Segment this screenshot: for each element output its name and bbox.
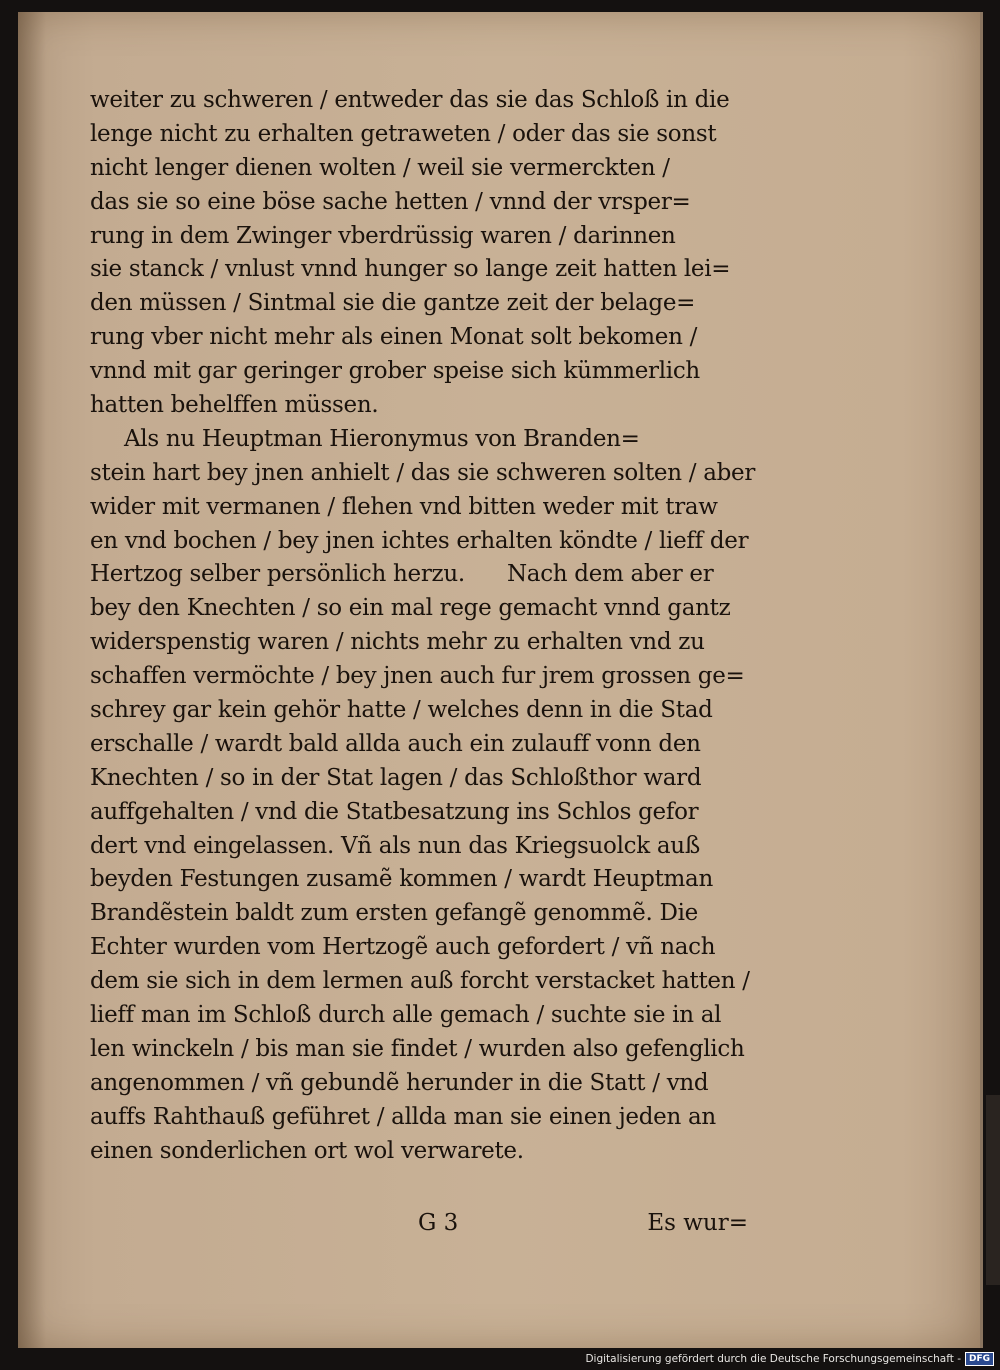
text-line: sie stanck / vnlust vnnd hunger so lange zeit hatten lei= bbox=[90, 256, 731, 283]
text-line: en vnd bochen / bey jnen ichtes erhalten köndte / lieff der bbox=[90, 527, 749, 554]
dfg-logo: DFG bbox=[965, 1352, 994, 1366]
text-line: dem sie sich in dem lermen auß forcht verstacket hatten / bbox=[90, 968, 750, 995]
text-line: rung in dem Zwinger vberdrüssig waren / darinnen bbox=[90, 222, 676, 249]
text-line: nicht lenger dienen wolten / weil sie vermerckten / bbox=[90, 154, 670, 181]
text-line: wider mit vermanen / flehen vnd bitten weder mit traw bbox=[90, 493, 718, 520]
signature-mark: G 3 bbox=[418, 1210, 459, 1236]
text-line: weiter zu schweren / entweder das sie das Schloß in die bbox=[90, 87, 730, 113]
text-line: schaffen vermöchte / bey jnen auch fur jrem grossen ge= bbox=[90, 663, 745, 690]
text-line: rung vber nicht mehr als einen Monat solt bekomen / bbox=[90, 324, 698, 351]
edge-strip bbox=[986, 1095, 1000, 1285]
text-line: beyden Festungen zusamẽ kommen / wardt Heuptman bbox=[90, 866, 713, 893]
digitization-credit bbox=[585, 1352, 994, 1366]
text-line: Hertzog selber persönlich herzu. Nach dem aber er bbox=[90, 561, 714, 588]
text-line: den müssen / Sintmal sie die gantze zeit der belage= bbox=[90, 290, 696, 317]
text-line: einen sonderlichen ort wol verwarete. bbox=[90, 1137, 524, 1164]
text-line: lieff man im Schloß durch alle gemach / suchte sie in al bbox=[90, 1002, 722, 1029]
text-line: auffgehalten / vnd die Statbesatzung ins Schlos gefor bbox=[90, 798, 699, 825]
book-page bbox=[18, 12, 983, 1348]
text-line: vnnd mit gar geringer grober speise sich kümmerlich bbox=[90, 358, 700, 385]
text-line: Knechten / so in der Stat lagen / das Schloßthor ward bbox=[90, 764, 702, 791]
text-line: len winckeln / bis man sie findet / wurden also gefenglich bbox=[90, 1035, 745, 1062]
text-line: schrey gar kein gehör hatte / welches denn in die Stad bbox=[90, 697, 713, 724]
text-line: angenommen / vñ gebundẽ herunder in die Statt / vnd bbox=[90, 1069, 709, 1096]
text-line: Brandẽstein baldt zum ersten gefangẽ genommẽ. Die bbox=[90, 900, 698, 927]
text-line: hatten behelffen müssen. bbox=[90, 392, 379, 419]
text-line: dert vnd eingelassen. Vñ als nun das Kriegsuolck auß bbox=[90, 832, 700, 859]
page-footer bbox=[108, 1210, 748, 1244]
body-text bbox=[90, 84, 756, 1169]
text-line: das sie so eine böse sache hetten / vnnd der vrsper= bbox=[90, 188, 691, 215]
catchword: Es wur= bbox=[647, 1210, 748, 1236]
text-line: Als nu Heuptman Hieronymus von Branden= bbox=[124, 425, 640, 452]
text-line: erschalle / wardt bald allda auch ein zulauff vonn den bbox=[90, 730, 701, 757]
text-line: auffs Rahthauß geführet / allda man sie einen jeden an bbox=[90, 1103, 716, 1130]
text-line: Echter wurden vom Hertzogẽ auch gefordert / vñ nach bbox=[90, 934, 716, 961]
text-line: bey den Knechten / so ein mal rege gemacht vnnd gantz bbox=[90, 595, 731, 622]
text-line: lenge nicht zu erhalten getraweten / oder das sie sonst bbox=[90, 120, 717, 147]
text-line: widerspenstig waren / nichts mehr zu erhalten vnd zu bbox=[90, 629, 705, 656]
credit-text: Digitalisierung gefördert durch die Deutsche Forschungsgemeinschaft - bbox=[585, 1353, 961, 1365]
text-line: stein hart bey jnen anhielt / das sie schweren solten / aber bbox=[90, 459, 756, 486]
